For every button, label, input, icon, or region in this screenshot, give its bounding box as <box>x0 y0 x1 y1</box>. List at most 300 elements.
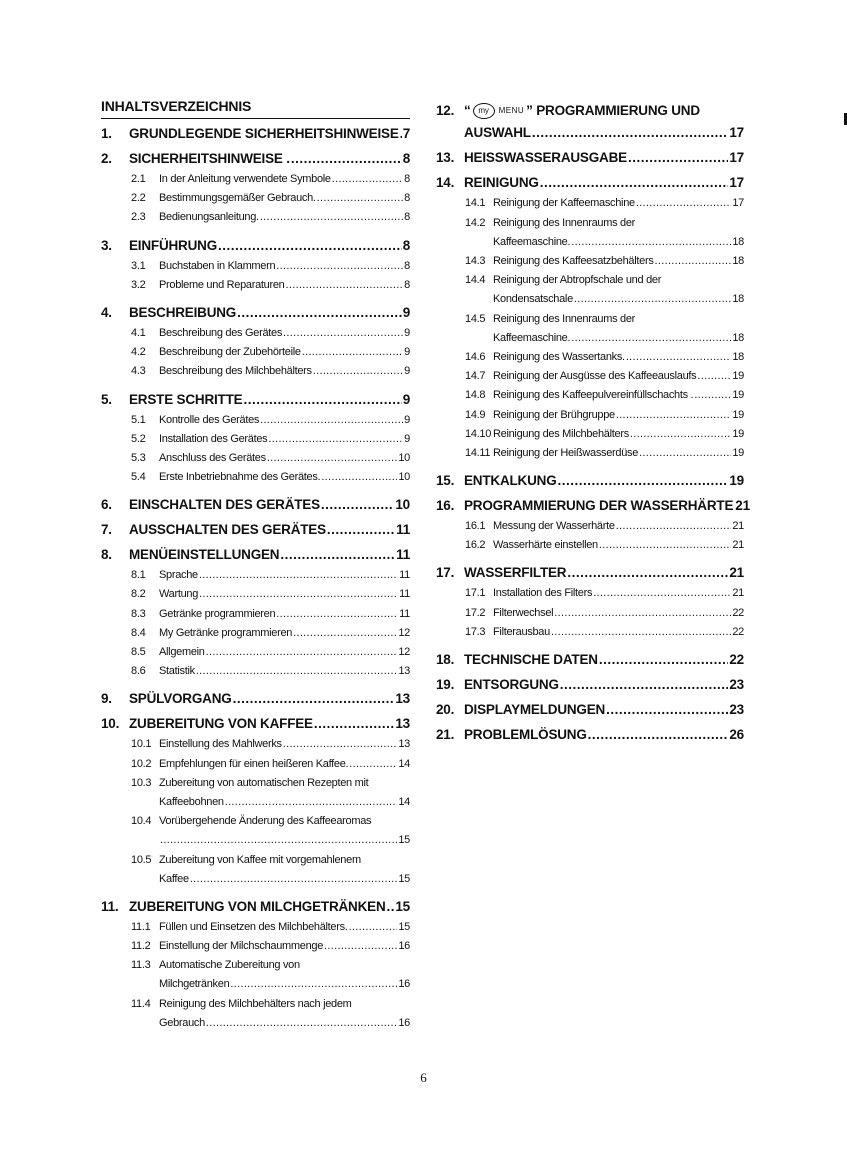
toc-leader-dots <box>160 831 397 850</box>
toc-subentry-title: Wasserhärte einstellen <box>493 539 598 552</box>
menu-icon: MENU <box>498 106 525 116</box>
toc-entry-number: 10. <box>101 716 120 732</box>
toc-entry-title-line2: AUSWAHL <box>464 125 531 141</box>
toc-subentry-number: 17.2 <box>465 606 486 619</box>
toc-subentry-number: 11.1 <box>131 920 151 933</box>
toc-subentry-title: Bestimmungsgemäßer Gebrauch. <box>159 192 316 205</box>
toc-entry-page: 26 <box>729 727 744 742</box>
toc-subentry-page: 11 <box>399 607 410 620</box>
toc-entry-title-prefix: “ <box>464 103 471 118</box>
toc-leader-dots <box>276 605 398 624</box>
toc-entry-number: 21. <box>436 727 455 742</box>
toc-entry-page: 11 <box>396 547 410 563</box>
toc-leader-dots <box>349 755 397 774</box>
toc-entry-title: ENTKALKUNG <box>464 473 557 489</box>
toc-subentry-number: 2.1 <box>131 173 146 185</box>
toc-subentry-title: Füllen und Einsetzen des Milchbehälters. <box>159 920 348 933</box>
toc-subentry-page: 19 <box>732 408 744 421</box>
toc-subentry-number: 14.11 <box>465 446 491 459</box>
toc-subentry-number: 14.5 <box>465 312 486 325</box>
toc-subentry-title-line2: Kaffeemaschine. <box>493 331 571 344</box>
toc-entry <box>436 495 750 517</box>
toc-leader-dots <box>314 713 395 735</box>
toc-entry <box>436 724 744 746</box>
toc-entry <box>436 172 744 194</box>
toc-subentry-page: 11 <box>399 569 410 582</box>
toc-entry-page: 10 <box>395 497 410 513</box>
toc-subentry <box>436 348 744 367</box>
toc-subentry-page: 12 <box>398 626 410 639</box>
toc-leader-dots <box>327 519 395 541</box>
toc-entry-page: 8 <box>402 237 410 253</box>
toc-subentry <box>436 517 744 536</box>
toc-leader-dots <box>317 189 404 208</box>
toc-subentry-page: 16 <box>398 1016 410 1029</box>
toc-subentry-number: 14.3 <box>465 255 486 267</box>
toc-entry-number: 16. <box>436 498 455 514</box>
toc-entry <box>101 896 410 918</box>
toc-subentry-title: Messung der Wasserhärte <box>493 520 615 533</box>
toc-subentry-page: 9 <box>404 432 410 445</box>
toc-subentry-title: Reinigung des Wassertanks. <box>493 350 625 363</box>
toc-subentry-page: 8 <box>404 259 410 272</box>
toc-leader-dots <box>291 148 402 170</box>
toc-subentry <box>436 623 744 642</box>
toc-list-left <box>101 123 410 1037</box>
toc-subentry-page: 9 <box>404 413 410 426</box>
toc-subentry <box>436 536 744 555</box>
toc-entry <box>436 470 744 492</box>
toc-subentry-number: 16.1 <box>465 520 486 533</box>
toc-subentry <box>101 735 410 754</box>
toc-subentry-title: Automatische Zubereitung von <box>159 959 300 972</box>
toc-entry-page: 21 <box>735 498 750 514</box>
toc-subentry <box>101 324 410 343</box>
toc-subentry-page: 19 <box>732 370 744 383</box>
toc-subentry-page: 17 <box>732 197 744 210</box>
toc-entry-title: ERSTE SCHRITTE <box>129 391 243 407</box>
toc-subentry-title-line2: Kaffeebohnen <box>159 795 224 808</box>
toc-entry-page: 17 <box>729 125 744 141</box>
toc-subentry <box>436 310 744 348</box>
toc-subentry-number: 5.3 <box>131 451 146 464</box>
toc-subentry-title: Reinigung des Kaffeesatzbehälters <box>493 255 654 267</box>
toc-subentry-title: Beschreibung der Zubehörteile <box>159 346 301 359</box>
toc-leader-dots <box>639 444 731 463</box>
toc-leader-dots <box>560 674 729 696</box>
toc-subentry-title: Installation des Gerätes <box>159 432 268 445</box>
toc-entry-number: 12. <box>436 103 455 118</box>
toc-subentry-number: 8.2 <box>131 588 146 601</box>
toc-subentry-number: 5.2 <box>131 432 146 445</box>
toc-entry <box>436 674 744 696</box>
toc-entry <box>101 389 410 411</box>
toc-leader-dots <box>293 624 397 643</box>
toc-entry-title: WASSERFILTER <box>464 565 567 581</box>
toc-subentry-number: 3.2 <box>131 278 146 291</box>
toc-leader-dots <box>280 544 395 566</box>
toc-leader-dots <box>233 688 395 710</box>
toc-entry-title: SICHERHEITSHINWEISE . <box>129 151 290 166</box>
toc-leader-dots <box>260 411 403 430</box>
toc-subentry <box>436 386 744 405</box>
toc-leader-dots <box>626 348 732 367</box>
toc-subentry-page: 18 <box>732 293 744 306</box>
toc-leader-dots <box>616 406 732 425</box>
toc-subentry-number: 10.4 <box>131 815 152 828</box>
toc-leader-dots <box>567 562 728 584</box>
toc-subentry-title: Einstellung der Milchschaummenge <box>159 940 324 953</box>
toc-leader-dots <box>571 329 731 348</box>
toc-leader-dots <box>313 362 403 381</box>
toc-entry-title: SPÜLVORGANG <box>129 691 232 707</box>
toc-entry-page: 19 <box>729 473 744 489</box>
toc-entry-page: 23 <box>729 702 744 717</box>
toc-leader-dots <box>206 1014 397 1033</box>
toc-subentry-title: Reinigung der Heißwasserdüse <box>493 446 639 459</box>
toc-entry-page: 9 <box>402 304 410 320</box>
toc-leader-dots <box>283 735 398 754</box>
toc-subentry-title: Kontrolle des Gerätes <box>159 413 260 426</box>
toc-subentry-number: 5.1 <box>131 413 146 426</box>
toc-subentry <box>101 430 410 449</box>
toc-leader-dots <box>630 425 731 444</box>
toc-subentry-page: 9 <box>404 346 410 359</box>
toc-subentry-title: Erste Inbetriebnahme des Gerätes. <box>159 471 321 484</box>
toc-leader-dots <box>206 643 398 662</box>
toc-entry-number: 7. <box>101 522 112 538</box>
toc-leader-dots <box>349 918 398 937</box>
toc-subentry <box>101 624 410 643</box>
toc-subentry-title: Allgemein <box>159 646 205 658</box>
toc-subentry-number: 8.4 <box>131 626 146 639</box>
toc-subentry-title: Beschreibung des Gerätes <box>159 326 283 339</box>
toc-subentry-number: 4.2 <box>131 346 146 359</box>
toc-subentry <box>436 367 744 386</box>
toc-subentry <box>436 252 744 271</box>
toc-subentry-title: Reinigung des Milchbehälters <box>493 427 629 440</box>
toc-subentry-page: 10 <box>398 471 410 484</box>
toc-subentry-page: 18 <box>732 255 744 267</box>
toc-subentry-page: 21 <box>732 587 744 600</box>
toc-subentry <box>101 449 410 468</box>
toc-subentry-number: 8.1 <box>131 569 146 582</box>
toc-subentry-title: Statistik <box>159 665 195 678</box>
toc-subentry-title-line2: Milchgetränken <box>159 978 230 991</box>
toc-leader-dots <box>400 123 402 145</box>
page-number: 6 <box>420 1070 427 1085</box>
toc-subentry-title: Beschreibung des Milchbehälters <box>159 365 312 378</box>
toc-subentry-title: Getränke programmieren <box>159 607 276 620</box>
toc-subentry-number: 14.8 <box>465 389 486 402</box>
toc-leader-dots <box>599 649 729 671</box>
toc-leader-dots <box>616 517 732 536</box>
toc-leader-dots <box>387 896 395 918</box>
toc-entry <box>101 123 410 145</box>
toc-leader-dots <box>267 449 398 468</box>
toc-entry-number: 19. <box>436 677 455 692</box>
toc-entry-continuation <box>436 122 744 144</box>
toc-subentry-number: 10.3 <box>131 776 152 789</box>
toc-subentry-title: Bedienungsanleitung. <box>159 211 259 224</box>
toc-subentry <box>101 937 410 956</box>
toc-subentry-page: 12 <box>398 646 410 658</box>
toc-leader-dots <box>694 386 731 405</box>
toc-subentry-page: 22 <box>732 606 744 619</box>
toc-entry-title: ZUBEREITUNG VON MILCHGETRÄNKEN <box>129 898 386 914</box>
toc-subentry-title: Reinigung des Milchbehälters nach jedem <box>159 997 352 1010</box>
toc-subentry-page: 14 <box>398 757 410 770</box>
toc-leader-dots <box>554 604 731 623</box>
toc-subentry-title: Anschluss des Gerätes <box>159 451 266 464</box>
toc-subentry-title: Wartung <box>159 588 199 601</box>
toc-subentry-number: 14.9 <box>465 408 486 421</box>
toc-leader-dots <box>268 430 403 449</box>
toc-subentry <box>101 662 410 681</box>
toc-entry-page: 17 <box>729 175 744 191</box>
toc-subentry-number: 11.2 <box>131 940 151 953</box>
toc-subentry <box>101 208 410 227</box>
toc-subentry-number: 17.1 <box>465 587 486 600</box>
toc-leader-dots <box>558 470 729 492</box>
toc-subentry-number: 14.2 <box>465 216 486 229</box>
toc-subentry <box>101 362 410 381</box>
toc-entry-number: 6. <box>101 497 112 513</box>
toc-subentry-number: 2.2 <box>131 192 146 205</box>
toc-subentry-page: 18 <box>732 350 744 363</box>
toc-subentry-page: 10 <box>398 451 410 464</box>
toc-entry-title: BESCHREIBUNG <box>129 304 237 320</box>
toc-entry <box>101 519 410 541</box>
toc-entry-title: ENTSORGUNG <box>464 677 559 692</box>
toc-subentry-number: 4.3 <box>131 365 146 378</box>
toc-subentry-page: 11 <box>399 588 410 601</box>
toc-subentry-number: 11.4 <box>131 997 151 1010</box>
toc-heading: INHALTSVERZEICHNIS <box>101 97 410 119</box>
toc-subentry-title: Reinigung des Innenraums der <box>493 312 636 325</box>
toc-subentry-number: 4.1 <box>131 326 146 339</box>
toc-entry-number: 4. <box>101 304 112 320</box>
toc-entry-title: PROBLEMLÖSUNG <box>464 727 587 742</box>
toc-subentry <box>436 604 744 623</box>
toc-subentry-page: 22 <box>732 625 744 638</box>
toc-subentry-page: 13 <box>398 738 410 751</box>
toc-leader-dots <box>628 147 728 169</box>
toc-entry-title: ZUBEREITUNG VON KAFFEE <box>129 716 313 732</box>
toc-subentry-title: My Getränke programmieren <box>159 626 293 639</box>
toc-entry-number: 14. <box>436 175 455 191</box>
toc-subentry-number: 8.6 <box>131 665 146 678</box>
toc-subentry-title: Reinigung des Innenraums der <box>493 216 636 229</box>
toc-leader-dots <box>697 367 731 386</box>
toc-entry <box>101 713 410 735</box>
toc-subentry-title: Filterwechsel <box>493 606 554 619</box>
toc-leader-dots <box>190 870 398 889</box>
toc-subentry-title: Zubereitung von Kaffee mit vorgemahlenem <box>159 853 361 866</box>
toc-entry <box>436 562 744 584</box>
toc-subentry-title: Sprache <box>159 569 198 582</box>
toc-subentry-title: Empfehlungen für einen heißeren Kaffee. <box>159 757 349 770</box>
toc-entry <box>436 100 744 122</box>
toc-entry-number: 11. <box>101 898 119 914</box>
toc-entry-title: PROGRAMMIERUNG DER WASSERHÄRTE <box>464 498 734 514</box>
toc-subentry-title-line2: Kondensatschale <box>493 293 573 306</box>
toc-leader-dots <box>218 235 402 257</box>
toc-subentry-title-line2: Gebrauch <box>159 1016 205 1029</box>
toc-subentry-number: 3.1 <box>131 259 146 272</box>
toc-subentry-page: 16 <box>398 940 410 953</box>
toc-subentry-page: 19 <box>732 446 744 459</box>
toc-subentry-title: Buchstaben in Klammern <box>159 259 276 272</box>
toc-subentry-page: 19 <box>732 389 744 402</box>
toc-subentry-number: 14.1 <box>465 197 486 210</box>
toc-entry-number: 20. <box>436 702 455 717</box>
toc-subentry-number: 11.3 <box>131 959 151 972</box>
toc-entry-title <box>464 100 744 122</box>
toc-entry <box>436 649 744 671</box>
toc-subentry-number: 14.6 <box>465 350 486 363</box>
toc-leader-dots <box>321 468 397 487</box>
toc-entry-number: 9. <box>101 691 112 707</box>
toc-subentry <box>101 343 410 362</box>
toc-subentry <box>101 812 410 850</box>
toc-subentry-number: 2.3 <box>131 211 146 224</box>
toc-leader-dots <box>283 324 403 343</box>
toc-leader-dots <box>302 343 403 362</box>
toc-subentry <box>436 584 744 603</box>
toc-entry-title: GRUNDLEGENDE SICHERHEITSHINWEISE <box>129 126 399 141</box>
toc-subentry <box>101 774 410 812</box>
toc-subentry <box>436 406 744 425</box>
toc-subentry <box>101 257 410 276</box>
toc-leader-dots <box>237 302 402 324</box>
toc-subentry <box>101 276 410 295</box>
toc-subentry-page: 9 <box>404 365 410 378</box>
toc-subentry <box>101 585 410 604</box>
toc-subentry-title: In der Anleitung verwendete Symbole <box>159 173 331 185</box>
toc-subentry-number: 10.2 <box>131 757 152 770</box>
toc-leader-dots <box>571 233 731 252</box>
toc-subentry-title: Probleme und Reparaturen <box>159 278 285 291</box>
toc-subentry-number: 14.4 <box>465 274 486 287</box>
toc-entry-page: 9 <box>402 391 410 407</box>
toc-entry <box>101 148 410 170</box>
toc-subentry-title: Einstellung des Mahlwerks <box>159 738 282 751</box>
toc-entry-page: 17 <box>729 150 744 166</box>
my-icon: my <box>473 103 495 119</box>
toc-subentry-page: 15 <box>398 872 410 885</box>
toc-subentry-page: 21 <box>732 539 744 552</box>
toc-subentry <box>101 956 410 994</box>
toc-subentry <box>101 755 410 774</box>
toc-entry-page: 15 <box>395 898 410 914</box>
toc-entry <box>101 235 410 257</box>
toc-entry-number: 3. <box>101 237 112 253</box>
toc-entry-number: 17. <box>436 565 455 581</box>
toc-subentry-page: 15 <box>398 834 410 847</box>
toc-entry-number: 15. <box>436 473 455 489</box>
toc-subentry-page: 8 <box>404 192 410 205</box>
toc-entry-page: 23 <box>729 677 744 692</box>
toc-subentry-title: Filterausbau <box>493 625 550 638</box>
toc-leader-dots <box>225 793 398 812</box>
toc-subentry-title: Reinigung der Brühgruppe <box>493 408 615 421</box>
toc-leader-dots <box>606 699 728 721</box>
toc-subentry-title-line2: Kaffeemaschine. <box>493 235 571 248</box>
toc-leader-dots <box>260 208 403 227</box>
toc-entry-number: 8. <box>101 547 112 563</box>
toc-subentry <box>101 170 410 189</box>
toc-subentry-number: 8.5 <box>131 646 146 658</box>
toc-leader-dots <box>599 536 731 555</box>
toc-subentry <box>101 411 410 430</box>
toc-entry-page: 22 <box>729 652 744 667</box>
toc-entry-title: DISPLAYMELDUNGEN <box>464 702 606 717</box>
toc-left-column <box>101 97 410 1037</box>
toc-entry-page: 13 <box>395 716 410 732</box>
toc-entry-page: 11 <box>396 522 410 538</box>
toc-subentry-title: Zubereitung von automatischen Rezepten mit <box>159 776 369 789</box>
toc-leader-dots <box>636 194 732 213</box>
toc-subentry-page: 8 <box>404 278 410 291</box>
toc-subentry-page: 18 <box>732 235 744 248</box>
toc-subentry-number: 17.3 <box>465 625 486 638</box>
toc-leader-dots <box>540 172 729 194</box>
toc-entry-title: TECHNISCHE DATEN <box>464 652 598 667</box>
toc-subentry-title-line2: Kaffee <box>159 872 189 885</box>
toc-subentry <box>101 643 410 662</box>
toc-subentry <box>101 995 410 1033</box>
toc-subentry-page: 8 <box>404 173 410 185</box>
toc-leader-dots <box>243 389 401 411</box>
toc-subentry-title: Reinigung der Ausgüsse des Kaffeeauslaufs <box>493 370 697 383</box>
toc-subentry-number: 10.5 <box>131 853 152 866</box>
toc-entry-number: 1. <box>101 126 112 141</box>
toc-entry-page: 13 <box>395 691 410 707</box>
toc-subentry-page: 18 <box>732 331 744 344</box>
toc-entry-page: 8 <box>402 151 410 166</box>
toc-entry <box>101 688 410 710</box>
toc-entry-page: 7 <box>402 126 410 141</box>
toc-entry <box>101 302 410 324</box>
toc-leader-dots <box>593 584 731 603</box>
toc-entry <box>436 699 744 721</box>
toc-entry-title-suffix: ” PROGRAMMIERUNG UND <box>526 103 700 118</box>
toc-entry-page: 21 <box>729 565 744 581</box>
toc-subentry <box>101 851 410 889</box>
toc-subentry-page: 8 <box>404 211 410 224</box>
toc-subentry-page: 19 <box>732 427 744 440</box>
toc-entry <box>101 544 410 566</box>
toc-subentry-title: Installation des Filters <box>493 587 593 600</box>
toc-subentry <box>101 566 410 585</box>
toc-leader-dots <box>332 170 403 189</box>
toc-entry <box>436 147 744 169</box>
toc-entry <box>101 494 410 516</box>
toc-leader-dots <box>286 276 404 295</box>
toc-subentry-title: Reinigung des Kaffeepulvereinfüllschachts . <box>493 389 694 402</box>
toc-subentry-title: Reinigung der Kaffeemaschine <box>493 197 635 210</box>
toc-subentry-page: 16 <box>398 978 410 991</box>
toc-subentry-title: Reinigung der Abtropfschale und der <box>493 274 662 287</box>
toc-subentry <box>436 271 744 309</box>
toc-entry-title: HEISSWASSERAUSGABE <box>464 150 627 166</box>
toc-entry-title: AUSSCHALTEN DES GERÄTES <box>129 522 326 538</box>
toc-leader-dots <box>199 585 398 604</box>
toc-subentry <box>101 468 410 487</box>
toc-leader-dots <box>532 122 729 144</box>
toc-entry-title: MENÜEINSTELLUNGEN <box>129 547 280 563</box>
